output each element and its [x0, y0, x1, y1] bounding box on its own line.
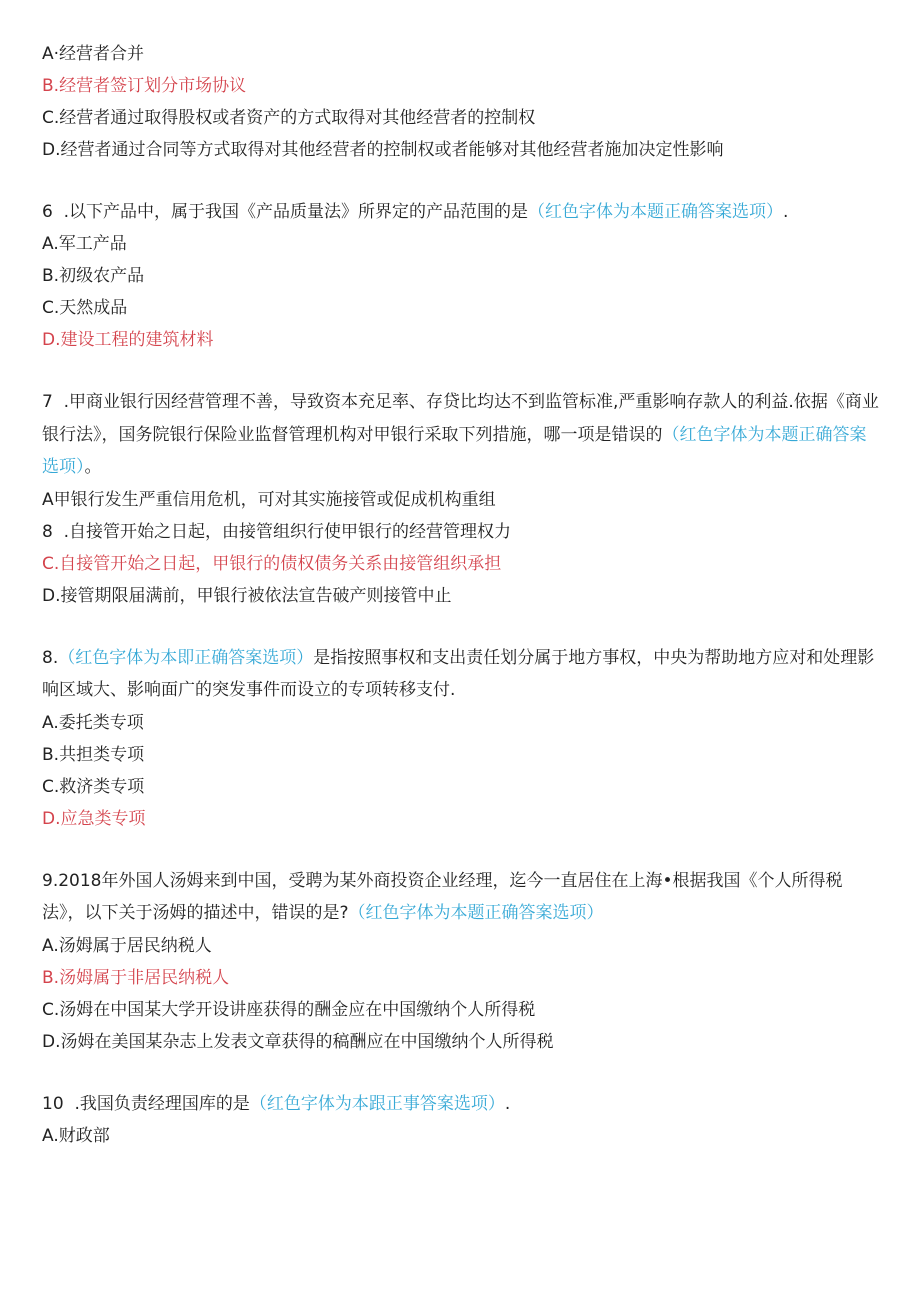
option-a: A·经营者合并: [42, 44, 145, 64]
stem-number: 8.: [42, 647, 59, 668]
option-d-correct: D.建设工程的建筑材料: [42, 330, 214, 350]
question-7: [42, 386, 882, 612]
stem-tail: 。: [84, 457, 102, 477]
stem-tail: .: [783, 202, 789, 222]
question-stem: [42, 642, 880, 707]
option-a: A.财政部: [42, 1125, 110, 1146]
stem-text: 9.2018年外国人汤姆来到中国，受聘为某外商投资企业经理，迄今一直居住在上海•根据我国《个人所得税法》，以下关于汤姆的描述中，错误的是?: [42, 870, 843, 923]
question-5-options: [42, 38, 882, 166]
option-d: D.汤姆在美国某杂志上发表文章获得的稿酬应在中国缴纳个人所得税: [42, 1031, 554, 1052]
stem-text: 是指按照事权和支出责任划分属于地方事权，中央为帮助地方应对和处理影响区域大、影响面广的突发事件而设立的专项转移支付.: [42, 647, 875, 700]
question-stem: [42, 865, 880, 930]
document-page: [42, 38, 882, 1152]
option-c-correct: C.自接管开始之日起，甲银行的债权债务关系由接管组织承担: [42, 553, 502, 574]
option-a: A.汤姆属于居民纳税人: [42, 935, 212, 956]
option-c: C.天然成品: [42, 298, 128, 318]
option-c: C.汤姆在中国某大学开设讲座获得的酬金应在中国缴纳个人所得税: [42, 999, 536, 1020]
option-b: B.共担类专项: [42, 744, 145, 765]
answer-hint: （红色字体为本跟正事答案选项）: [249, 1093, 505, 1114]
question-stem: [42, 196, 882, 228]
option-d: D.接管期限届满前，甲银行被依法宣告破产则接管中止: [42, 585, 452, 606]
question-6: [42, 196, 882, 356]
option-a: A甲银行发生严重信用危机，可对其实施接管或促成机构重组: [42, 489, 496, 510]
question-stem: [42, 386, 880, 484]
question-8: [42, 642, 882, 835]
option-c: C.经营者通过取得股权或者资产的方式取得对其他经营者的控制权: [42, 108, 536, 128]
answer-hint: （红色字体为本题正确答案选项）: [42, 424, 867, 477]
option-d: D.经营者通过合同等方式取得对其他经营者的控制权或者能够对其他经营者施加决定性影响: [42, 140, 724, 160]
stem-tail: .: [504, 1093, 511, 1114]
option-a: A.军工产品: [42, 234, 127, 254]
stem-text: 7 .甲商业银行因经营管理不善，导致资本充足率、存贷比均达不到监管标准,严重影响存款人的利益.依据《商业银行法》，国务院银行保险业监督管理机构对甲银行采取下列措施，哪一项是错误的: [42, 392, 879, 445]
option-a: A.委托类专项: [42, 712, 144, 733]
question-stem: [42, 1088, 882, 1120]
option-b: 8 .自接管开始之日起，由接管组织行使甲银行的经营管理权力: [42, 521, 512, 542]
option-b-correct: B.汤姆属于非居民纳税人: [42, 967, 230, 988]
option-b: B.初级农产品: [42, 266, 145, 286]
answer-hint: （红色字体为本即正确答案选项）: [58, 647, 314, 668]
answer-hint: （红色字体为本题正确答案选项）: [348, 903, 604, 923]
question-9: [42, 865, 882, 1058]
answer-hint: （红色字体为本题正确答案选项）: [528, 202, 784, 222]
option-d-correct: D.应急类专项: [42, 808, 146, 829]
option-b-correct: B.经营者签订划分市场协议: [42, 76, 247, 96]
stem-text: 6 .以下产品中，属于我国《产品质量法》所界定的产品范围的是: [42, 202, 529, 222]
stem-text: 10 .我国负责经理国库的是: [42, 1093, 250, 1114]
option-c: C.救济类专项: [42, 776, 145, 797]
question-10: [42, 1088, 882, 1152]
